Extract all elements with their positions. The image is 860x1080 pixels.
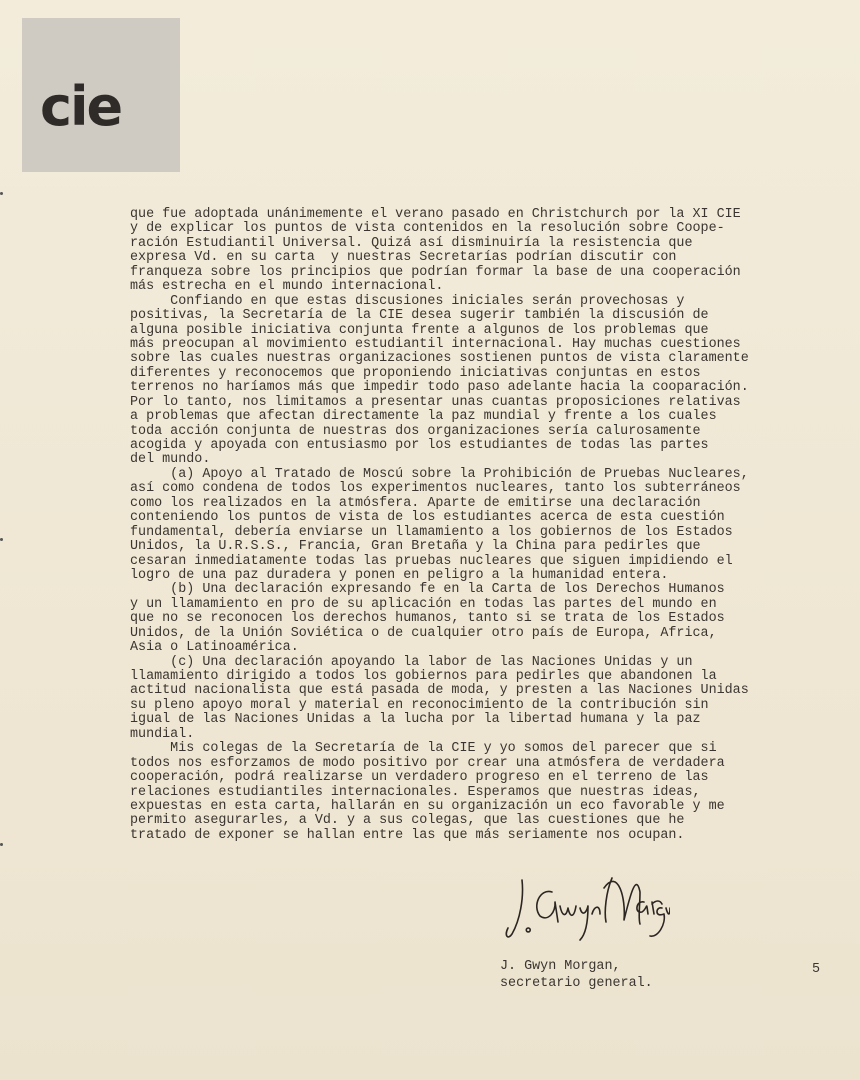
- page-number: 5: [812, 962, 821, 977]
- body-line: Unidos, de la Unión Soviética o de cualquier otro país de Europa, Africa,: [130, 625, 717, 641]
- body-line: (c) Una declaración apoyando la labor de las Naciones Unidas y un: [130, 654, 693, 670]
- body-line: cooperación, podrá realizarse un verdadero progreso en el terreno de las: [130, 770, 709, 786]
- body-line: y de explicar los puntos de vista contenidos en la resolución sobre Coope-: [130, 221, 725, 237]
- body-line: acogida y apoyada con entusiasmo por los estudiantes de todas las partes: [130, 438, 709, 453]
- body-line: así como condena de todos los experimentos nucleares, tanto los subterráneos: [130, 481, 741, 497]
- body-line: Unidos, la U.R.S.S., Francia, Gran Bretaña y la China para pedirles que: [130, 539, 701, 555]
- body-line: Asia o Latinoamérica.: [130, 640, 299, 656]
- body-line: franqueza sobre los principios que podrían formar la base de una cooperación: [130, 264, 741, 280]
- body-line: toda acción conjunta de nuestras dos organizaciones sería calurosamente: [130, 423, 701, 439]
- body-line: todos nos esforzamos de modo positivo por crear una atmósfera de verdadera: [130, 755, 725, 771]
- body-line: mundial.: [130, 726, 195, 742]
- signer-name: J. Gwyn Morgan,: [500, 959, 621, 974]
- signer-title: secretario general.: [500, 976, 653, 991]
- body-line: (b) Una declaración expresando fe en la Carta de los Derechos Humanos: [130, 582, 725, 598]
- body-line: fundamental, debería enviarse un llamamiento a los gobiernos de los Estados: [130, 524, 733, 540]
- body-line: su pleno apoyo moral y material en reconocimiento de la contribución sin: [130, 697, 709, 713]
- body-line: diferentes y reconocemos que proponiendo iniciativas conjuntas en estos: [130, 365, 701, 381]
- body-line: logro de una paz duradera y ponen en peligro a la humanidad entera.: [130, 567, 669, 583]
- body-line: que no se reconocen los derechos humanos, tanto si se trata de los Estados: [130, 611, 725, 627]
- body-line: expuestas en esta carta, hallarán en su organización un eco favorable y me: [130, 798, 725, 814]
- body-line: alguna posible iniciativa conjunta frente a algunos de los problemas que: [130, 322, 709, 338]
- body-line: positivas, la Secretaría de la CIE desea sugerir también la discusión de: [130, 308, 709, 324]
- body-line: cesaran inmediatamente todas las pruebas nucleares que siguen impidiendo el: [130, 553, 733, 569]
- cie-logo: [22, 18, 180, 172]
- body-line: actitud nacionalista que está pasada de moda, y presten a las Naciones Unidas: [130, 683, 749, 699]
- body-line: y un llamamiento en pro de su aplicación en todas las partes del mundo en: [130, 596, 717, 612]
- body-line: conteniendo los puntos de vista de los estudiantes acerca de esta cuestión: [130, 510, 725, 526]
- body-line: llamamiento dirigido a todos los gobiernos para pedirles que abandonen la: [130, 669, 717, 684]
- body-line: del mundo.: [130, 452, 211, 468]
- signer-block: [500, 958, 653, 992]
- body-line: tratado de exponer se hallan entre las que más seriamente nos ocupan.: [130, 827, 685, 843]
- handwritten-signature: [500, 858, 670, 953]
- body-line: expresa Vd. en su carta y nuestras Secretarías podrían discutir con: [130, 250, 677, 266]
- logo-text: cie: [40, 75, 122, 138]
- body-line: ración Estudiantil Universal. Quizá así disminuiría la resistencia que: [130, 235, 693, 251]
- body-line: más preocupan al movimiento estudiantil internacional. Hay muchas cuestiones: [130, 336, 741, 352]
- signature-drawing: [500, 858, 670, 953]
- body-line: (a) Apoyo al Tratado de Moscú sobre la Prohibición de Pruebas Nucleares,: [130, 466, 749, 482]
- body-line: Confiando en que estas discusiones iniciales serán provechosas y: [130, 293, 685, 309]
- edge-mark: [0, 843, 3, 846]
- body-line: Por lo tanto, nos limitamos a presentar unas cuantas proposiciones relativas: [130, 394, 741, 410]
- body-line: Mis colegas de la Secretaría de la CIE y yo somos del parecer que si: [130, 741, 717, 757]
- body-line: a problemas que afectan directamente la paz mundial y frente a los cuales: [130, 409, 717, 425]
- body-line: relaciones estudiantiles internacionales. Esperamos que nuestras ideas,: [130, 784, 701, 800]
- edge-mark: [0, 192, 3, 195]
- body-line: como los realizados en la atmósfera. Aparte de emitirse una declaración: [130, 495, 701, 511]
- body-line: sobre las cuales nuestras organizaciones sostienen puntos de vista claramente: [130, 351, 749, 367]
- body-line: terrenos no haríamos más que impedir todo paso adelante hacia la cooparación.: [130, 380, 749, 396]
- body-line: más estrecha en el mundo internacional.: [130, 279, 444, 295]
- body-line: que fue adoptada unánimemente el verano pasado en Christchurch por la XI CIE: [130, 207, 741, 222]
- body-line: permito asegurarles, a Vd. y a sus colegas, que las cuestiones que he: [130, 813, 685, 829]
- letter-body: [130, 208, 770, 843]
- body-line: igual de las Naciones Unidas a la lucha por la libertad humana y la paz: [130, 712, 701, 728]
- edge-mark: [0, 538, 3, 541]
